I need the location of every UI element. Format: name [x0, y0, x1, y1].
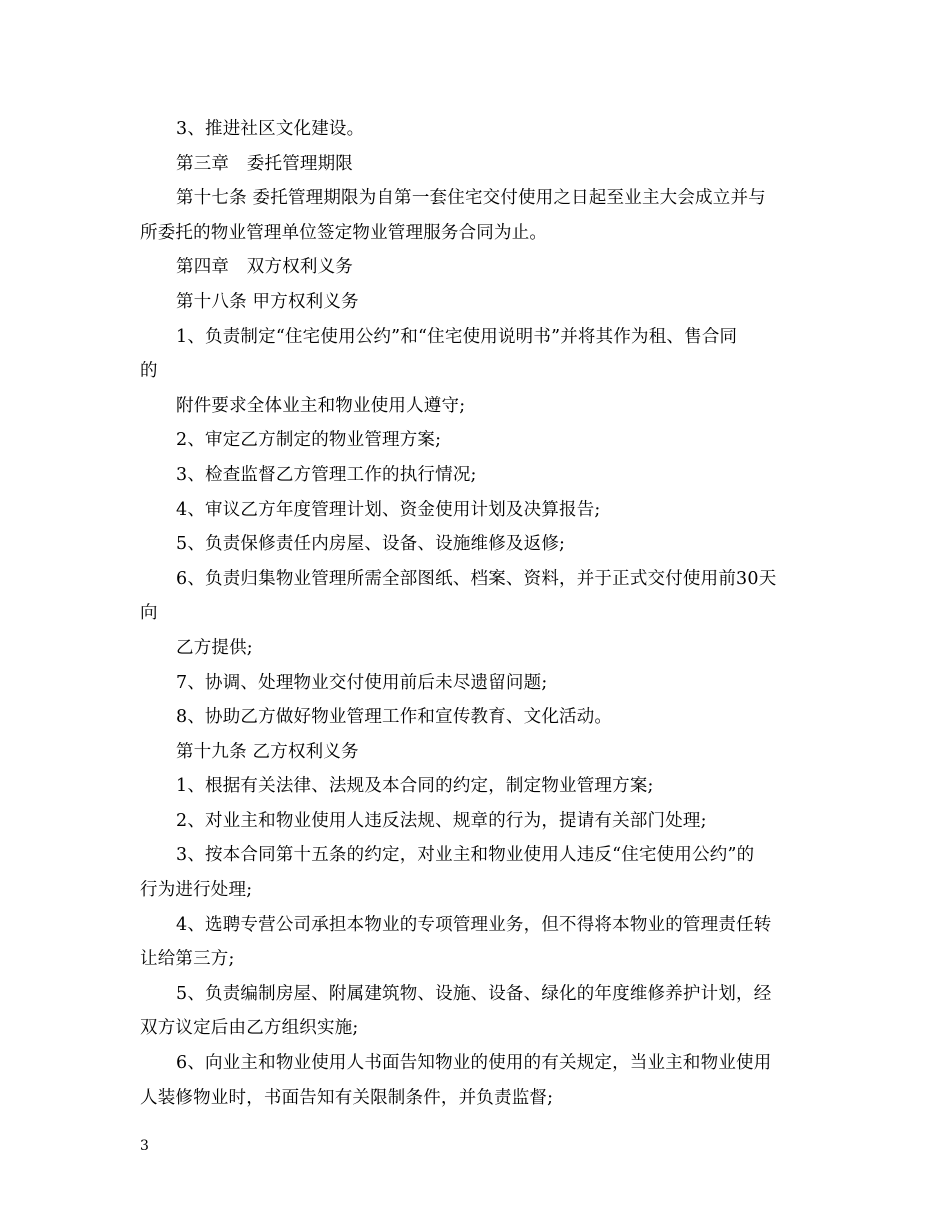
list-item: 8、协助乙方做好物业管理工作和宣传教育、文化活动。 [176, 707, 613, 728]
list-item-continued: 人装修物业时，书面告知有关限制条件，并负责监督; [140, 1087, 554, 1108]
list-item: 1、负责制定“住宅使用公约”和“住宅使用说明书”并将其作为租、售合同 [176, 326, 738, 347]
list-item: 2、审定乙方制定的物业管理方案; [176, 430, 442, 451]
list-item-continued: 行为进行处理; [140, 880, 253, 901]
chapter-heading: 第四章 双方权利义务 [176, 257, 353, 278]
list-item: 3、按本合同第十五条的约定，对业主和物业使用人违反“住宅使用公约”的 [176, 845, 755, 866]
list-item-continued: 的 [140, 361, 158, 382]
article-line-continued: 所委托的物业管理单位签定物业管理服务合同为止。 [140, 222, 548, 243]
list-item-continued: 乙方提供; [176, 637, 253, 658]
list-item-continued: 让给第三方; [140, 949, 235, 970]
list-item: 2、对业主和物业使用人违反法规、规章的行为，提请有关部门处理; [176, 810, 707, 831]
paragraph-line: 3、推进社区文化建设。 [176, 119, 365, 139]
chapter-heading: 第三章 委托管理期限 [176, 153, 353, 174]
article-line: 第十七条 委托管理期限为自第一套住宅交付使用之日起至业主大会成立并与 [176, 188, 766, 209]
article-heading: 第十九条 乙方权利义务 [176, 741, 359, 762]
list-item: 5、负责保修责任内房屋、设备、设施维修及返修; [176, 534, 566, 555]
list-item: 6、负责归集物业管理所需全部图纸、档案、资料，并于正式交付使用前30天 [176, 568, 777, 589]
list-item-continued: 附件要求全体业主和物业使用人遵守; [176, 395, 466, 416]
document-body [140, 112, 812, 1115]
list-item: 3、检查监督乙方管理工作的执行情况; [176, 464, 477, 485]
list-item-continued: 双方议定后由乙方组织实施; [140, 1018, 359, 1039]
page-number: 3 [140, 1138, 149, 1154]
list-item: 7、协调、处理物业交付使用前后未尽遗留问题; [176, 672, 548, 693]
list-item-continued: 向 [140, 603, 158, 624]
list-item: 6、向业主和物业使用人书面告知物业的使用的有关规定，当业主和物业使用 [176, 1053, 772, 1074]
list-item: 1、根据有关法律、法规及本合同的约定，制定物业管理方案; [176, 776, 654, 797]
list-item: 5、负责编制房屋、附属建筑物、设施、设备、绿化的年度维修养护计划，经 [176, 983, 772, 1004]
list-item: 4、审议乙方年度管理计划、资金使用计划及决算报告; [176, 499, 601, 520]
article-heading: 第十八条 甲方权利义务 [176, 291, 359, 312]
list-item: 4、选聘专营公司承担本物业的专项管理业务，但不得将本物业的管理责任转 [176, 914, 772, 935]
